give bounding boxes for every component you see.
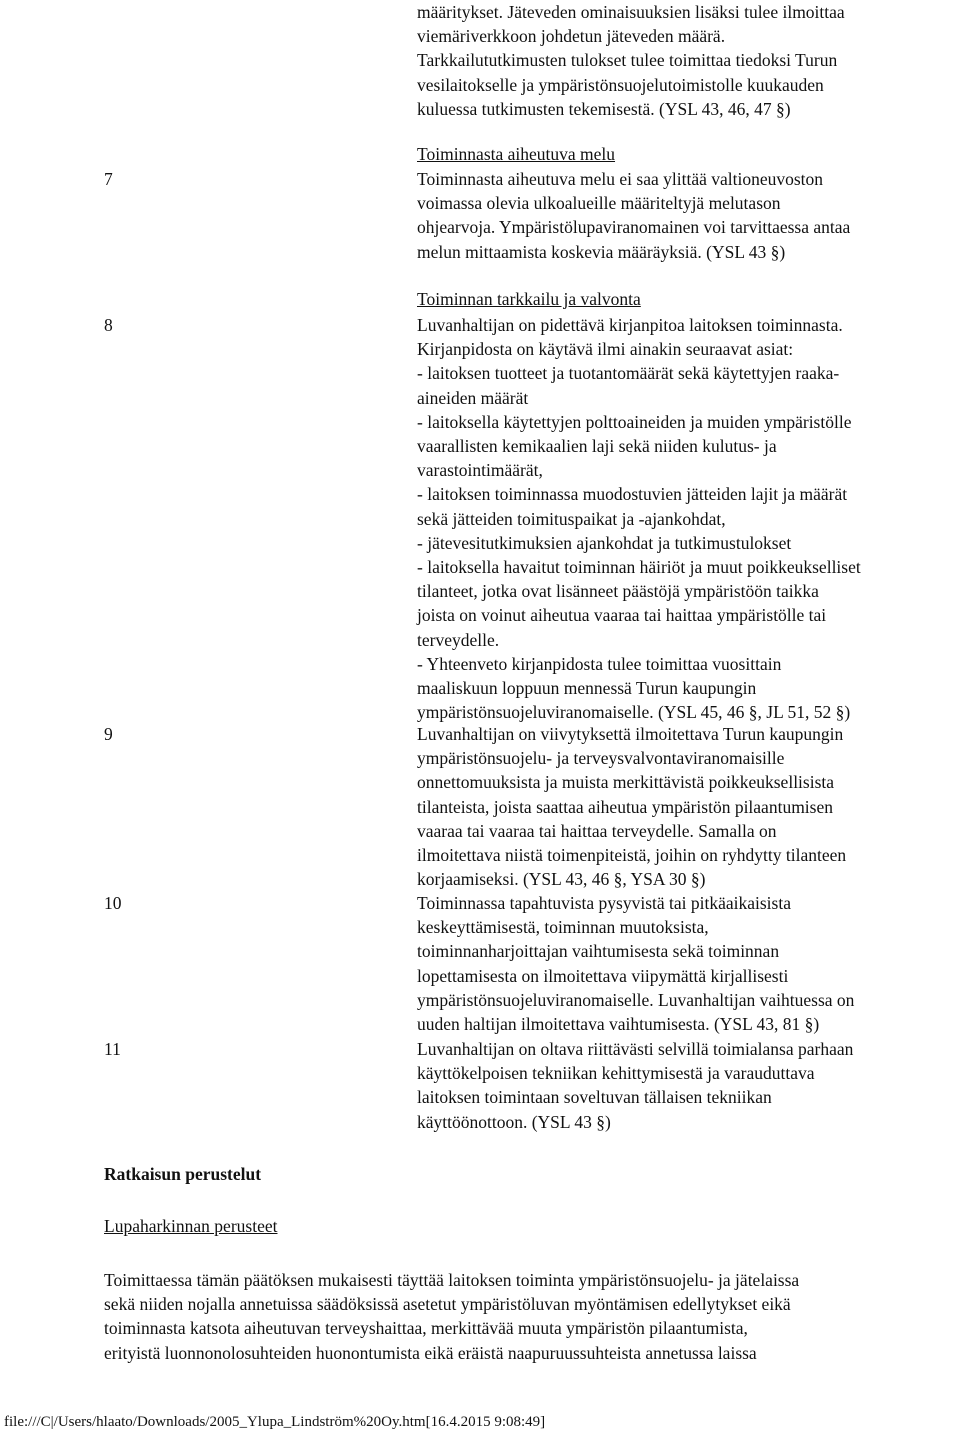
text-line: Tarkkailututkimusten tulokset tulee toimittaa tiedoksi Turun (417, 50, 838, 71)
item-10-text (417, 891, 957, 1036)
text-line: Luvanhaltijan on pidettävä kirjanpitoa laitoksen toiminnasta. (417, 315, 843, 335)
text-line: sekä jätteiden toimituspaikat ja -ajankohdat, (417, 508, 726, 529)
text-line: Toimittaessa tämän päätöksen mukaisesti täyttää laitoksen toiminta ympäristönsuojelu- ja jätelaissa (104, 1270, 800, 1290)
continuation-paragraph (417, 0, 957, 121)
item-number-9: 9 (104, 724, 113, 744)
text-line: Kirjanpidosta on käytävä ilmi ainakin seuraavat asiat: (417, 339, 794, 360)
text-line: terveydelle. (417, 629, 500, 650)
text-line: lopettamisesta on ilmoitettava viipymättä kirjallisesti (417, 965, 789, 986)
text-line: - laitoksella käytettyjen polttoaineiden ja muiden ympäristölle (417, 411, 852, 432)
text-line: viemäriverkkoon johdetun jäteveden määrä. (417, 26, 726, 47)
text-line: laitoksen toimintaan soveltuvan tällaisen tekniikan (417, 1087, 772, 1108)
text-line: ympäristönsuojeluviranomaiselle. Luvanhaltijan vaihtuessa on (417, 989, 855, 1010)
text-line: toiminnanharjoittajan vaihtumisesta sekä toiminnan (417, 941, 780, 962)
item-number-10: 10 (104, 893, 122, 913)
text-line: aineiden määrät (417, 387, 529, 408)
text-line: ympäristönsuojeluviranomaiselle. (YSL 45, 46 §, JL 51, 52 §) (417, 702, 851, 723)
text-line: varastointimäärät, (417, 460, 543, 481)
text-line: - jätevesitutkimuksien ajankohdat ja tutkimustulokset (417, 532, 792, 553)
text-line: onnettomuuksista ja muista merkittävistä poikkeuksellisista (417, 772, 835, 793)
file-path-footer: file:///C|/Users/hlaato/Downloads/2005_Ylupa_Lindström%20Oy.htm[16.4.2015 9:08:49] (4, 1414, 546, 1430)
section-heading-melu: Toiminnasta aiheutuva melu (417, 144, 616, 164)
text-line: Luvanhaltijan on viivytyksettä ilmoitettava Turun kaupungin (417, 724, 844, 744)
decision-paragraph (104, 1268, 956, 1365)
text-line: melun mittaamista koskevia määräyksiä. (YSL 43 §) (417, 241, 786, 262)
section-heading-tarkkailu: Toiminnan tarkkailu ja valvonta (417, 289, 641, 309)
item-number-11: 11 (104, 1039, 121, 1059)
item-7-text (417, 167, 957, 264)
text-line: - laitoksella havaitut toiminnan häiriöt ja muut poikkeukselliset (417, 557, 861, 578)
text-line: vaaraa tai vaaraa tai haittaa terveydelle. Samalla on (417, 820, 777, 841)
text-line: joista on voinut aiheutua vaaraa tai haittaa ympäristölle tai (417, 605, 827, 626)
text-line: käyttökelpoisen tekniikan kehittymisestä ja varauduttava (417, 1063, 815, 1084)
text-line: uuden haltijan ilmoitettava vaihtumisesta. (YSL 43, 81 §) (417, 1014, 820, 1035)
subheading-lupaharkinnan-perusteet: Lupaharkinnan perusteet (104, 1216, 278, 1236)
text-line: korjaamiseksi. (YSL 43, 46 §, YSA 30 §) (417, 869, 706, 890)
text-line: sekä niiden nojalla annetuissa säädöksissä asetetut ympäristöluvan myöntämisen edellytykset eikä (104, 1294, 791, 1315)
text-line: Luvanhaltijan on oltava riittävästi selvillä toimialansa parhaan (417, 1039, 854, 1059)
text-line: vaarallisten kemikaalien laji sekä niiden kulutus- ja (417, 436, 777, 457)
item-number-7: 7 (104, 169, 113, 189)
text-line: Toiminnassa tapahtuvista pysyvistä tai pitkäaikaisista (417, 893, 791, 913)
text-line: - laitoksen tuotteet ja tuotantomäärät sekä käytettyjen raaka- (417, 363, 840, 384)
text-line: toiminnasta katsota aiheutuvan terveyshaittaa, merkittävää muuta ympäristön pilaantumista, (104, 1318, 748, 1339)
item-9-text (417, 722, 957, 891)
text-line: vesilaitokselle ja ympäristönsuojelutoimistolle kuukauden (417, 74, 824, 95)
text-line: kuluessa tutkimusten tekemisestä. (YSL 43, 46, 47 §) (417, 98, 791, 119)
section-heading-ratkaisun-perustelut: Ratkaisun perustelut (104, 1164, 262, 1184)
text-line: keskeyttämisestä, toiminnan muutoksista, (417, 917, 709, 938)
text-line: ohjearvoja. Ympäristölupaviranomainen voi tarvittaessa antaa (417, 217, 851, 238)
text-line: - Yhteenveto kirjanpidosta tulee toimittaa vuosittain (417, 653, 782, 674)
text-line: käyttöönottoon. (YSL 43 §) (417, 1111, 611, 1132)
text-line: maaliskuun loppuun mennessä Turun kaupungin (417, 678, 757, 699)
text-line: erityistä luonnonolosuhteiden huonontumista eikä eräistä naapuruussuhteista annetussa laissa (104, 1342, 757, 1363)
text-line: Toiminnasta aiheutuva melu ei saa ylittää valtioneuvoston (417, 169, 824, 189)
text-line: tilanteista, joista saattaa aiheutua ympäristön pilaantumisen (417, 796, 833, 817)
text-line: tilanteet, jotka ovat lisänneet päästöjä ympäristöön taikka (417, 581, 819, 602)
item-11-text (417, 1037, 957, 1134)
text-line: ympäristönsuojelu- ja terveysvalvontaviranomaisille (417, 748, 785, 769)
item-number-8: 8 (104, 315, 113, 335)
text-line: - laitoksen toiminnassa muodostuvien jätteiden lajit ja määrät (417, 484, 848, 505)
item-8-text (417, 313, 957, 724)
text-line: määritykset. Jäteveden ominaisuuksien lisäksi tulee ilmoittaa (417, 2, 845, 22)
text-line: voimassa olevia ulkoalueille määriteltyjä melutason (417, 193, 781, 214)
text-line: ilmoitettava niistä toimenpiteistä, joihin on ryhdytty tilanteen (417, 845, 847, 866)
